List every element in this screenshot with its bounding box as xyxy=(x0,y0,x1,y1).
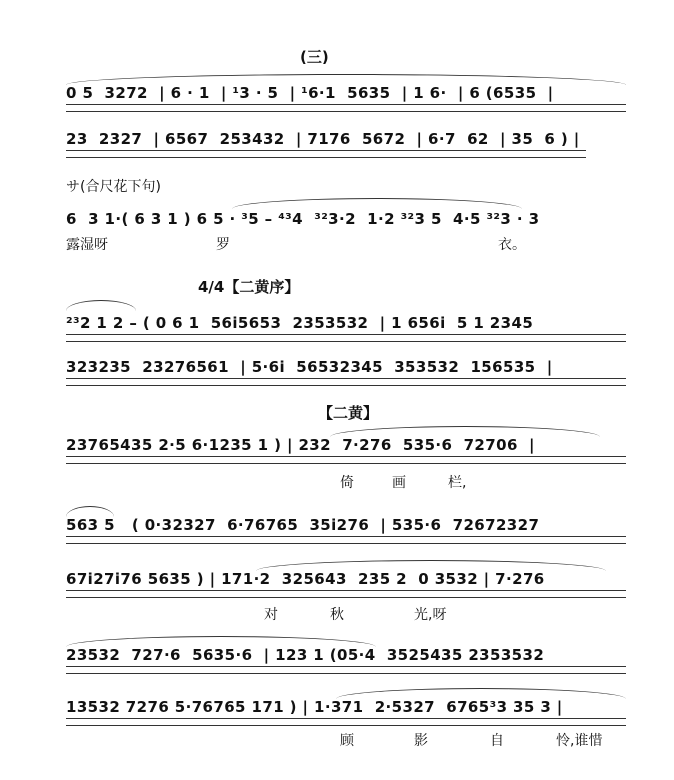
lyric: 怜,谁惜 xyxy=(556,733,603,749)
lyric: 秋 xyxy=(330,607,344,623)
section-header: 【二黄】 xyxy=(318,404,379,422)
lyric: 影 xyxy=(414,733,428,749)
free-meter-note: サ(合尺花下句) xyxy=(66,179,161,195)
section-header: 4/4【二黄序】 xyxy=(198,278,300,296)
slur xyxy=(66,300,136,311)
lyric: 顾 xyxy=(340,733,354,749)
lyric: 倚 xyxy=(340,475,354,491)
notation-row: 323235 23276561 | 5·6i 56532345 353532 156535 | xyxy=(66,358,553,376)
underline-beams xyxy=(66,378,626,386)
underline-beams xyxy=(66,666,626,674)
lyric: 对 xyxy=(264,607,278,623)
notation-row: 67i27i76 5635 ) | 171·2 325643 235 2 0 3532 | 7·276 xyxy=(66,570,545,588)
section-title: (三) xyxy=(300,48,329,66)
notation-row: 563 5 ( 0·32327 6·76765 35i276 | 535·6 72672327 xyxy=(66,516,540,534)
score-page xyxy=(38,38,638,750)
lyric: 画 xyxy=(392,475,406,491)
lyric: 衣。 xyxy=(498,237,526,253)
notation-row: 13532 7276 5·76765 171 ) | 1·371 2·5327 6765³3 35 3 | xyxy=(66,698,563,716)
lyric: 自 xyxy=(490,733,504,749)
lyric: 光,呀 xyxy=(414,607,447,623)
underline-beams xyxy=(66,718,626,726)
underline-beams xyxy=(66,456,626,464)
lyric: 栏, xyxy=(448,475,467,491)
notation-row: 6 3 1·( 6 3 1 ) 6 5 · ³5 – ⁴³4 ³²3·2 1·2 ³²3 5 4·5 ³²3 · 3 xyxy=(66,210,540,228)
notation-row: 0 5 3272 | 6 · 1 | ¹3 · 5 | ¹6·1 5635 | 1 6· | 6 (6535 | xyxy=(66,84,554,102)
underline-beams xyxy=(66,150,586,158)
lyric: 露湿呀 xyxy=(66,237,108,253)
underline-beams xyxy=(66,590,626,598)
underline-beams xyxy=(66,536,626,544)
notation-row: 23532 727·6 5635·6 | 123 1 (05·4 3525435 2353532 xyxy=(66,646,545,664)
underline-beams xyxy=(66,334,626,342)
lyric: 罗 xyxy=(216,237,230,253)
notation-row: 23 2327 | 6567 253432 | 7176 5672 | 6·7 62 | 35 6 ) | xyxy=(66,130,580,148)
notation-row: ²³2 1 2 – ( 0 6 1 56i5653 2353532 | 1 656i 5 1 2345 xyxy=(66,314,534,332)
underline-beams xyxy=(66,104,626,112)
slur xyxy=(232,198,522,209)
notation-row: 23765435 2·5 6·1235 1 ) | 232 7·276 535·6 72706 | xyxy=(66,436,535,454)
